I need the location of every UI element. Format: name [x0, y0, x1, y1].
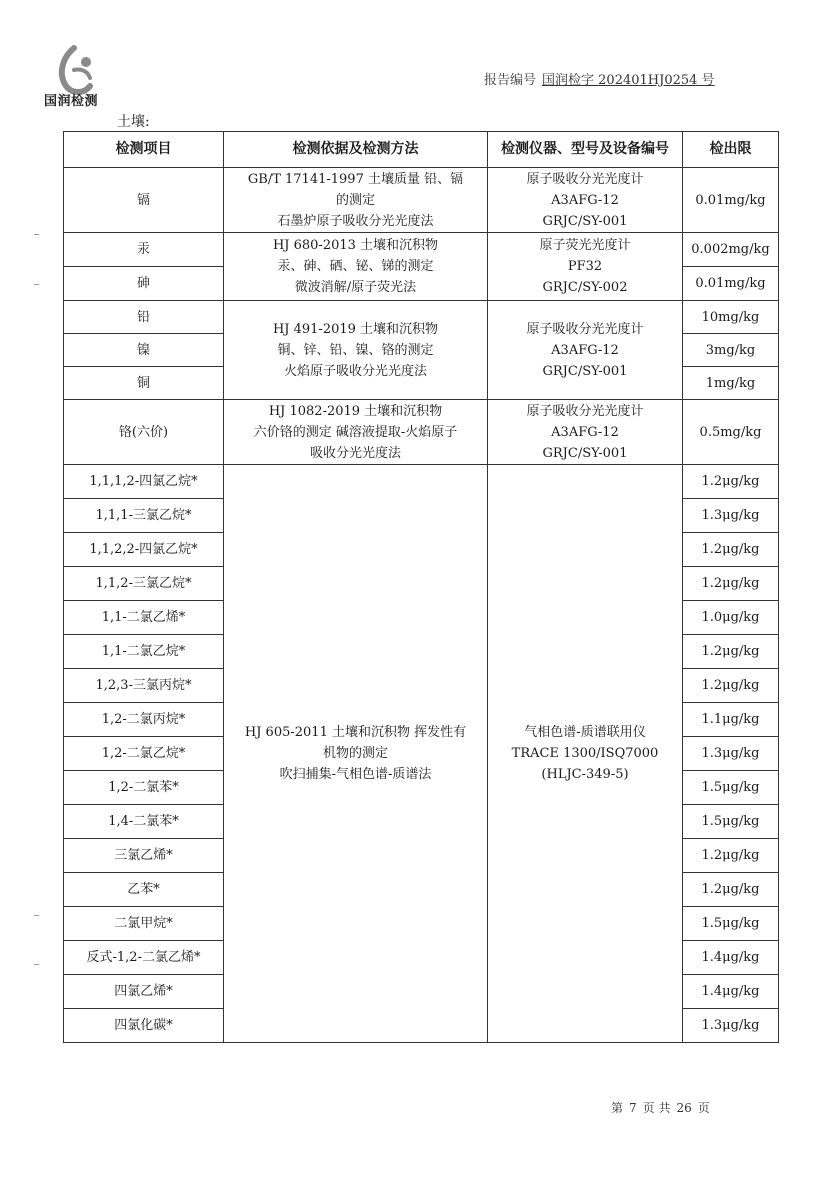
header-instrument: 检测仪器、型号及设备编号 — [488, 132, 683, 168]
method-line: 吹扫捕集-气相色谱-质谱法 — [279, 767, 432, 782]
page-suffix: 页 — [697, 1101, 710, 1115]
section-label: 土壤: — [117, 114, 150, 130]
limit-cell: 1.4μg/kg — [683, 941, 779, 975]
method-line: 铜、锌、铅、镍、铬的测定 — [277, 342, 434, 358]
limit-cell: 1.5μg/kg — [683, 771, 779, 805]
table-row — [64, 400, 779, 465]
instrument-line: GRJC/SY-001 — [542, 363, 628, 379]
header-method: 检测依据及检测方法 — [224, 132, 488, 168]
limit-cell: 1.2μg/kg — [683, 873, 779, 907]
scan-mark — [34, 915, 39, 916]
scan-mark — [34, 234, 39, 235]
item-name: 1,2-二氯苯* — [64, 771, 224, 805]
item-name: 镍 — [64, 334, 224, 367]
method-line: HJ 605-2011 土壤和沉积物 挥发性有 — [244, 725, 467, 740]
limit-cell: 1.2μg/kg — [683, 567, 779, 601]
method-line: 六价铬的测定 碱溶液提取-火焰原子 — [253, 424, 458, 440]
item-name: 镉 — [64, 168, 224, 233]
limit-cell: 1mg/kg — [683, 367, 779, 400]
instrument-cell — [488, 233, 683, 301]
table-row — [64, 301, 779, 334]
method-line: 吸收分光光度法 — [309, 445, 401, 461]
limit-cell: 1.3μg/kg — [683, 499, 779, 533]
instrument-cell — [488, 301, 683, 400]
header-item: 检测项目 — [64, 132, 224, 168]
page-current: 7 — [629, 1101, 637, 1115]
item-name: 1,4-二氯苯* — [64, 805, 224, 839]
limit-cell: 1.2μg/kg — [683, 465, 779, 499]
limit-cell: 0.002mg/kg — [683, 233, 779, 267]
instrument-line: 原子吸收分光光度计 — [526, 321, 644, 337]
item-name: 乙苯* — [64, 873, 224, 907]
instrument-line: GRJC/SY-001 — [542, 213, 628, 229]
table-header-row — [64, 132, 779, 168]
item-name: 四氯化碳* — [64, 1009, 224, 1043]
instrument-line: (HLJC-349-5) — [541, 767, 629, 782]
item-name: 二氯甲烷* — [64, 907, 224, 941]
method-line: HJ 1082-2019 土壤和沉积物 — [268, 403, 443, 419]
instrument-cell — [488, 400, 683, 465]
item-name: 铅 — [64, 301, 224, 334]
method-line: HJ 491-2019 土壤和沉积物 — [272, 321, 439, 337]
table-row — [64, 168, 779, 233]
report-number-line — [484, 69, 715, 88]
item-name: 1,1,2-三氯乙烷* — [64, 567, 224, 601]
limit-cell: 1.4μg/kg — [683, 975, 779, 1009]
instrument-cell — [488, 465, 683, 1043]
item-name: 1,2-二氯乙烷* — [64, 737, 224, 771]
item-name: 四氯乙烯* — [64, 975, 224, 1009]
page-total: 26 — [676, 1101, 692, 1115]
item-name: 汞 — [64, 233, 224, 267]
item-name: 铜 — [64, 367, 224, 400]
method-line: 微波消解/原子荧光法 — [294, 280, 417, 295]
item-name: 1,2,3-三氯丙烷* — [64, 669, 224, 703]
method-cell — [224, 301, 488, 400]
table-row — [64, 233, 779, 267]
method-line: GB/T 17141-1997 土壤质量 铅、镉 — [247, 171, 464, 187]
method-cell — [224, 233, 488, 301]
instrument-cell — [488, 168, 683, 233]
method-cell — [224, 400, 488, 465]
limit-cell: 1.5μg/kg — [683, 907, 779, 941]
method-line: 机物的测定 — [322, 746, 388, 761]
report-number-label: 报告编号 — [484, 73, 537, 88]
limit-cell: 0.5mg/kg — [683, 400, 779, 465]
item-name: 反式-1,2-二氯乙烯* — [64, 941, 224, 975]
method-line: 火焰原子吸收分光光度法 — [283, 363, 427, 379]
limit-cell: 1.2μg/kg — [683, 635, 779, 669]
scan-mark — [34, 284, 39, 285]
item-name: 砷 — [64, 267, 224, 301]
limit-cell: 0.01mg/kg — [683, 267, 779, 301]
limit-cell: 1.5μg/kg — [683, 805, 779, 839]
limit-cell: 3mg/kg — [683, 334, 779, 367]
limit-cell: 10mg/kg — [683, 301, 779, 334]
method-line: 的测定 — [335, 192, 375, 208]
page-footer — [608, 1099, 713, 1116]
page-prefix: 第 — [611, 1101, 624, 1115]
limit-cell: 1.2μg/kg — [683, 533, 779, 567]
instrument-line: 原子吸收分光光度计 — [526, 171, 644, 187]
instrument-line: 原子荧光光度计 — [539, 238, 631, 253]
instrument-line: A3AFG-12 — [551, 424, 619, 440]
method-cell — [224, 465, 488, 1043]
item-name: 1,1,1-三氯乙烷* — [64, 499, 224, 533]
method-line: 石墨炉原子吸收分光光度法 — [277, 213, 434, 229]
limit-cell: 1.2μg/kg — [683, 669, 779, 703]
page-mid: 页 共 — [642, 1101, 671, 1115]
instrument-line: GRJC/SY-001 — [542, 445, 628, 461]
logo-text: 国润检测 — [44, 94, 99, 109]
limit-cell: 1.0μg/kg — [683, 601, 779, 635]
detection-limits-table — [63, 131, 779, 1043]
header-limit: 检出限 — [683, 132, 779, 168]
method-line: HJ 680-2013 土壤和沉积物 — [272, 238, 439, 253]
item-name: 三氯乙烯* — [64, 839, 224, 873]
item-name: 1,2-二氯丙烷* — [64, 703, 224, 737]
instrument-line: A3AFG-12 — [551, 342, 619, 358]
limit-cell: 1.2μg/kg — [683, 839, 779, 873]
method-cell — [224, 168, 488, 233]
limit-cell: 1.3μg/kg — [683, 737, 779, 771]
item-name: 1,1-二氯乙烷* — [64, 635, 224, 669]
report-number: 国润检字 202401HJ0254 号 — [542, 73, 715, 88]
instrument-line: PF32 — [567, 259, 603, 274]
item-name: 1,1-二氯乙烯* — [64, 601, 224, 635]
method-line: 汞、砷、硒、铋、锑的测定 — [277, 259, 434, 274]
limit-cell: 1.1μg/kg — [683, 703, 779, 737]
item-name: 1,1,2,2-四氯乙烷* — [64, 533, 224, 567]
limit-cell: 1.3μg/kg — [683, 1009, 779, 1043]
instrument-line: A3AFG-12 — [551, 192, 619, 208]
limit-cell: 0.01mg/kg — [683, 168, 779, 233]
scan-mark — [34, 964, 39, 965]
instrument-line: 原子吸收分光光度计 — [526, 403, 644, 419]
instrument-line: TRACE 1300/ISQ7000 — [511, 746, 659, 761]
item-name: 铬(六价) — [64, 400, 224, 465]
table-row — [64, 465, 779, 499]
instrument-line: 气相色谱-质谱联用仪 — [524, 725, 646, 740]
item-name: 1,1,1,2-四氯乙烷* — [64, 465, 224, 499]
instrument-line: GRJC/SY-002 — [542, 280, 628, 295]
